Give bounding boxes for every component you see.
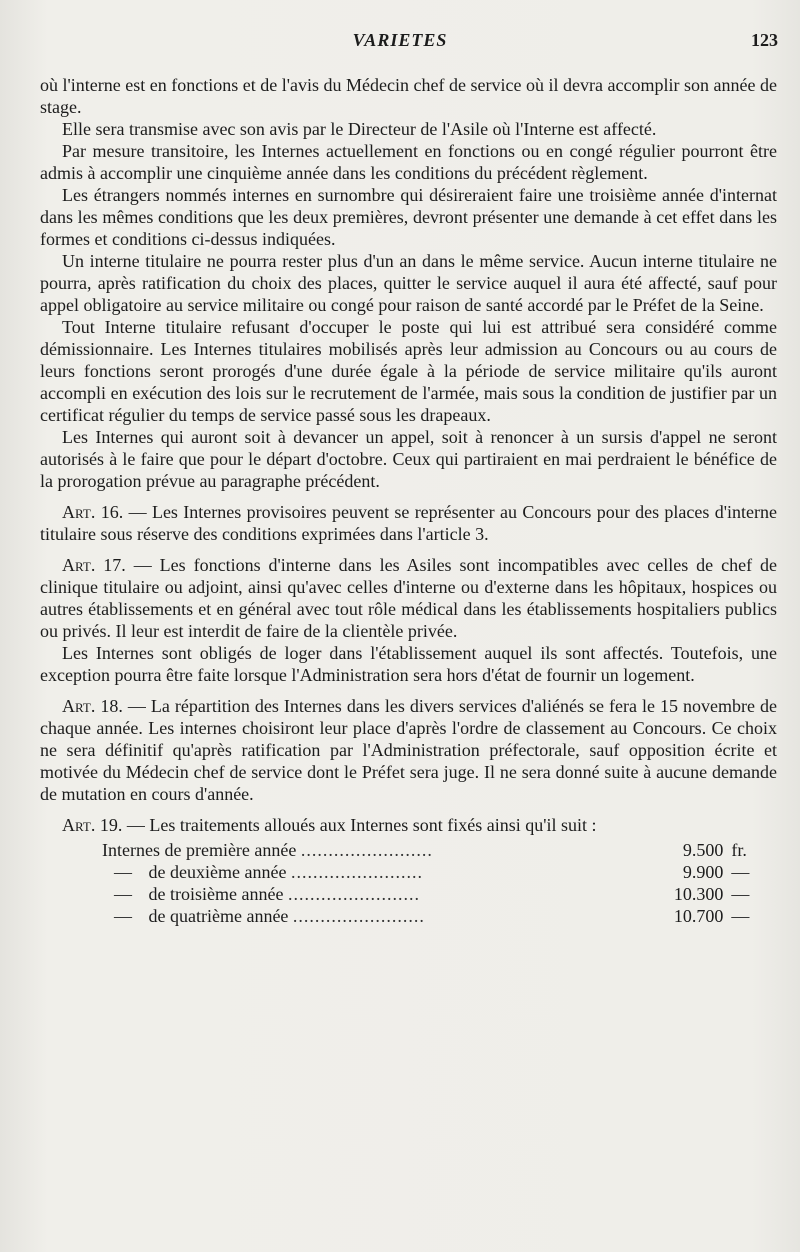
article-text: — Les Internes provisoires peuvent se représenter au Concours pour des places d'interne titulaire sous réserve des conditions exprimées dans l'article 3. xyxy=(40,502,777,544)
row-amount: 9.500 xyxy=(682,840,724,860)
paragraph-continued: où l'interne est en fonctions et de l'avis du Médecin chef de service où il devra accomplir son année de stage. xyxy=(40,75,777,117)
row-unit: fr. xyxy=(731,840,747,860)
row-unit: — xyxy=(731,862,750,882)
article-label: Art. 18. xyxy=(62,696,123,716)
row-label: de deuxième année xyxy=(148,862,287,882)
salary-table xyxy=(40,839,777,927)
row-unit: — xyxy=(731,906,750,926)
paragraph: Les Internes qui auront soit à devancer un appel, soit à renoncer à un sursis d'appel ne seront autorisés à le faire que pour le départ d'octobre. Ceux qui partiraient en mai perdraient le bénéfice de la prorogation prévue au paragraphe précédent. xyxy=(40,427,777,491)
row-amount: 10.300 xyxy=(673,884,724,904)
running-title: VARIETES xyxy=(352,30,448,50)
article-text: — La répartition des Internes dans les divers services d'aliénés se fera le 15 novembre de chaque année. Les internes choisiront leur place d'après l'ordre de classement au Concours. Ce choix ne sera définitif qu'après ratification par l'Administration préfectorale, sauf opposition écrite et motivée du Médecin chef de service dont le Préfet sera juge. Il ne sera donné suite à aucune demande de mutation en cours d'année. xyxy=(40,696,777,804)
ditto-dash: — xyxy=(114,884,132,904)
page-body xyxy=(40,74,777,927)
row-label: Internes de première année xyxy=(102,840,297,860)
dot-leader: ........................ xyxy=(290,862,423,882)
page-header xyxy=(0,30,800,56)
article-17 xyxy=(40,554,777,642)
row-amount: 10.700 xyxy=(673,906,724,926)
paragraph: Les Internes sont obligés de loger dans l'établissement auquel ils sont affectés. Toutefois, une exception pourra être faite lorsque l'Administration sera hors d'état de fournir un logement. xyxy=(40,643,777,685)
row-amount: 9.900 xyxy=(682,862,724,882)
article-text: — Les traitements alloués aux Internes sont fixés ainsi qu'il suit : xyxy=(126,815,597,835)
row-unit: — xyxy=(731,884,750,904)
paragraph: Les étrangers nommés internes en surnombre qui désireraient faire une troisième année d'internat dans les mêmes conditions que les deux premières, devront présenter une demande à cet effet dans les formes et conditions ci-dessus indiquées. xyxy=(40,185,777,249)
table-row xyxy=(40,905,777,927)
dot-leader: ........................ xyxy=(292,906,425,926)
article-text: — Les fonctions d'interne dans les Asiles sont incompatibles avec celles de chef de clinique titulaire ou adjoint, ainsi qu'avec celles d'interne ou d'externe dans les hôpitaux, hospices ou autres établissements et en général avec tout rôle médical dans les établissements hospitaliers publics ou privés. Il leur est interdit de faire de la clientèle privée. xyxy=(40,555,778,641)
paragraph: Tout Interne titulaire refusant d'occuper le poste qui lui est attribué sera considéré comme démissionnaire. Les Internes titulaires mobilisés après leur admission au Concours ou au cours de leurs fonctions seront prorogés d'une durée égale à la période de service militaire qu'ils auront accompli en exécution des lois sur le recrutement de l'armée, mais sous la condition de justifier par un certificat régulier du temps de service passé sous les drapeaux. xyxy=(40,317,777,425)
article-label: Art. 17. xyxy=(62,555,126,575)
table-row xyxy=(40,861,777,883)
table-row xyxy=(40,883,777,905)
page-number: 123 xyxy=(751,30,778,50)
paragraph: Par mesure transitoire, les Internes actuellement en fonctions ou en congé régulier pourront être admis à accomplir une cinquième année dans les conditions du précédent règlement. xyxy=(40,141,777,183)
article-16 xyxy=(40,501,777,545)
article-19 xyxy=(40,814,777,836)
row-label: de quatrième année xyxy=(148,906,289,926)
article-label: Art. 16. xyxy=(62,502,124,522)
ditto-dash: — xyxy=(114,862,132,882)
article-18 xyxy=(40,695,777,805)
paragraph: Elle sera transmise avec son avis par le Directeur de l'Asile où l'Interne est affecté. xyxy=(62,119,657,139)
table-row xyxy=(40,839,777,861)
dot-leader: ........................ xyxy=(287,884,420,904)
ditto-dash: — xyxy=(114,906,132,926)
paragraph: Un interne titulaire ne pourra rester plus d'un an dans le même service. Aucun interne titulaire ne pourra, après ratification du choix des places, quitter le service auquel il aura été affecté, sauf pour appel obligatoire au service militaire ou congé pour raison de santé accordé par le Préfet de la Seine. xyxy=(40,251,777,315)
article-label: Art. 19. xyxy=(62,815,123,835)
row-label: de troisième année xyxy=(148,884,284,904)
dot-leader: ........................ xyxy=(300,840,433,860)
